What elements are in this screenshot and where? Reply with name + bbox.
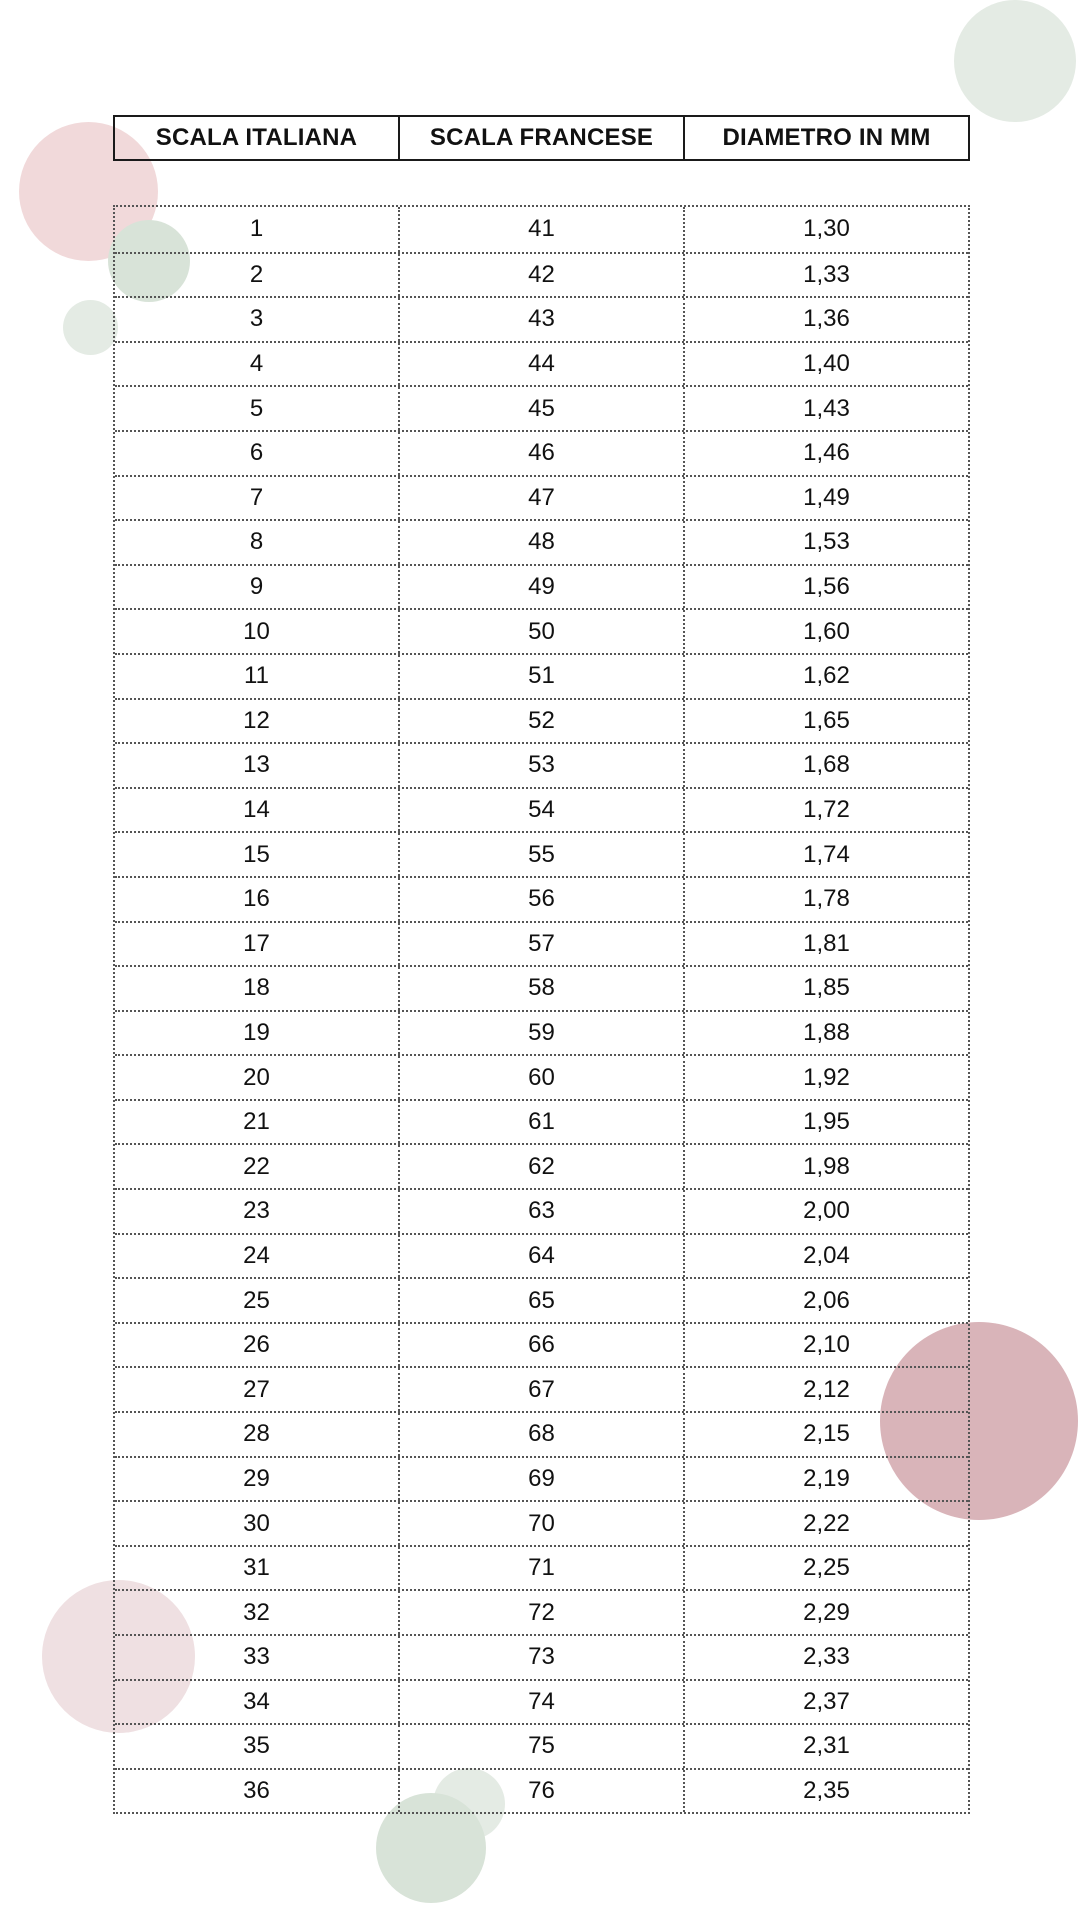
cell-scala-francese: 76 (398, 1770, 683, 1813)
cell-scala-francese: 73 (398, 1636, 683, 1679)
cell-diametro-mm: 1,60 (683, 610, 968, 653)
cell-scala-francese: 52 (398, 700, 683, 743)
cell-scala-francese: 74 (398, 1681, 683, 1724)
header-scala-francese: SCALA FRANCESE (398, 117, 683, 159)
cell-diametro-mm: 1,33 (683, 254, 968, 297)
cell-scala-francese: 45 (398, 387, 683, 430)
cell-scala-italiana: 32 (243, 1598, 270, 1626)
cell-diametro-mm: 1,92 (683, 1056, 968, 1099)
cell-diametro-mm: 2,31 (683, 1725, 968, 1768)
cell-scala-francese: 58 (398, 967, 683, 1010)
cell-scala-italiana: 18 (243, 974, 270, 1002)
cell-diametro-mm: 1,56 (683, 566, 968, 609)
table-row (115, 1233, 968, 1278)
table-row (115, 1188, 968, 1233)
cell-diametro-mm: 1,95 (683, 1101, 968, 1144)
cell-scala-italiana: 7 (249, 483, 264, 511)
cell-scala-italiana: 22 (243, 1152, 270, 1180)
cell-scala-italiana: 19 (243, 1018, 270, 1046)
cell-diametro-mm: 1,40 (683, 343, 968, 386)
cell-scala-francese: 41 (398, 207, 683, 252)
cell-scala-francese: 70 (398, 1502, 683, 1545)
cell-diametro-mm: 1,74 (683, 833, 968, 876)
cell-scala-francese: 49 (398, 566, 683, 609)
table-row (115, 965, 968, 1010)
cell-diametro-mm: 2,00 (683, 1190, 968, 1233)
cell-scala-italiana: 9 (249, 573, 264, 601)
table-row (115, 1411, 968, 1456)
cell-scala-italiana: 6 (249, 439, 264, 467)
cell-scala-italiana: 23 (243, 1197, 270, 1225)
cell-scala-italiana: 12 (243, 706, 270, 734)
cell-scala-francese: 51 (398, 655, 683, 698)
table-row (115, 608, 968, 653)
cell-diametro-mm: 1,43 (683, 387, 968, 430)
cell-scala-italiana: 1 (249, 215, 264, 243)
cell-diametro-mm: 2,37 (683, 1681, 968, 1724)
table-row (115, 831, 968, 876)
cell-scala-francese: 63 (398, 1190, 683, 1233)
cell-scala-italiana: 4 (249, 350, 264, 378)
header-scala-italiana: SCALA ITALIANA (155, 124, 358, 151)
cell-diametro-mm: 2,35 (683, 1770, 968, 1813)
table-row (115, 1634, 968, 1679)
cell-scala-francese: 47 (398, 477, 683, 520)
table-row (115, 1366, 968, 1411)
cell-scala-italiana: 33 (243, 1643, 270, 1671)
cell-diametro-mm: 2,10 (683, 1324, 968, 1367)
cell-scala-francese: 43 (398, 298, 683, 341)
cell-scala-francese: 71 (398, 1547, 683, 1590)
cell-scala-italiana: 10 (243, 617, 270, 645)
cell-scala-francese: 59 (398, 1012, 683, 1055)
cell-diametro-mm: 1,78 (683, 878, 968, 921)
cell-scala-italiana: 31 (243, 1554, 270, 1582)
cell-scala-francese: 57 (398, 923, 683, 966)
table-row (115, 1545, 968, 1590)
table-row (115, 1723, 968, 1768)
cell-diametro-mm: 1,53 (683, 521, 968, 564)
table-row (115, 296, 968, 341)
cell-scala-francese: 54 (398, 789, 683, 832)
cell-scala-francese: 46 (398, 432, 683, 475)
cell-diametro-mm: 2,29 (683, 1591, 968, 1634)
decorative-circle-small-green (63, 300, 118, 355)
table-row (115, 430, 968, 475)
table-row (115, 1500, 968, 1545)
table-row (115, 341, 968, 386)
table-row (115, 519, 968, 564)
cell-diametro-mm: 2,12 (683, 1368, 968, 1411)
table-row (115, 1143, 968, 1188)
cell-diametro-mm: 1,68 (683, 744, 968, 787)
cell-diametro-mm: 2,06 (683, 1279, 968, 1322)
table-row (115, 252, 968, 297)
table-row (115, 1456, 968, 1501)
table-row (115, 876, 968, 921)
cell-diametro-mm: 1,46 (683, 432, 968, 475)
cell-scala-francese: 68 (398, 1413, 683, 1456)
cell-diametro-mm: 1,62 (683, 655, 968, 698)
table-row (115, 698, 968, 743)
cell-scala-italiana: 27 (243, 1375, 270, 1403)
cell-scala-francese: 75 (398, 1725, 683, 1768)
cell-scala-francese: 50 (398, 610, 683, 653)
cell-scala-italiana: 14 (243, 796, 270, 824)
cell-scala-francese: 60 (398, 1056, 683, 1099)
table-row (115, 207, 968, 252)
table-row (115, 1277, 968, 1322)
cell-diametro-mm: 1,65 (683, 700, 968, 743)
cell-scala-italiana: 16 (243, 885, 270, 913)
table-row (115, 1768, 968, 1813)
table-row (115, 742, 968, 787)
cell-scala-francese: 67 (398, 1368, 683, 1411)
table-row (115, 385, 968, 430)
cell-diametro-mm: 2,19 (683, 1458, 968, 1501)
cell-scala-italiana: 30 (243, 1509, 270, 1537)
cell-diametro-mm: 2,25 (683, 1547, 968, 1590)
cell-scala-francese: 48 (398, 521, 683, 564)
table-row (115, 1322, 968, 1367)
cell-scala-francese: 53 (398, 744, 683, 787)
cell-scala-francese: 64 (398, 1235, 683, 1278)
cell-scala-italiana: 29 (243, 1464, 270, 1492)
cell-diametro-mm: 2,15 (683, 1413, 968, 1456)
cell-scala-francese: 42 (398, 254, 683, 297)
cell-scala-italiana: 17 (243, 929, 270, 957)
table-row (115, 787, 968, 832)
cell-diametro-mm: 1,85 (683, 967, 968, 1010)
cell-diametro-mm: 2,04 (683, 1235, 968, 1278)
cell-scala-italiana: 2 (249, 260, 264, 288)
decorative-circle-top-right (954, 0, 1076, 122)
cell-scala-francese: 44 (398, 343, 683, 386)
cell-scala-italiana: 34 (243, 1687, 270, 1715)
cell-scala-francese: 55 (398, 833, 683, 876)
cell-diametro-mm: 1,49 (683, 477, 968, 520)
cell-scala-italiana: 13 (243, 751, 270, 779)
cell-diametro-mm: 1,30 (683, 207, 968, 252)
table-body (113, 205, 970, 1814)
cell-scala-italiana: 20 (243, 1063, 270, 1091)
table-header-row (113, 115, 970, 161)
cell-scala-italiana: 25 (243, 1286, 270, 1314)
cell-scala-francese: 65 (398, 1279, 683, 1322)
cell-scala-italiana: 8 (249, 528, 264, 556)
table-row (115, 1679, 968, 1724)
cell-scala-italiana: 35 (243, 1732, 270, 1760)
cell-scala-italiana: 5 (249, 394, 264, 422)
table-row (115, 921, 968, 966)
cell-scala-italiana: 24 (243, 1241, 270, 1269)
table-row (115, 1010, 968, 1055)
size-conversion-table (113, 115, 970, 1814)
cell-diametro-mm: 1,88 (683, 1012, 968, 1055)
cell-scala-francese: 66 (398, 1324, 683, 1367)
cell-scala-italiana: 21 (243, 1108, 270, 1136)
cell-scala-francese: 62 (398, 1145, 683, 1188)
cell-scala-italiana: 36 (243, 1777, 270, 1805)
table-row (115, 1589, 968, 1634)
cell-scala-italiana: 15 (243, 840, 270, 868)
table-row (115, 1099, 968, 1144)
cell-diametro-mm: 2,22 (683, 1502, 968, 1545)
cell-scala-francese: 72 (398, 1591, 683, 1634)
table-row (115, 564, 968, 609)
cell-scala-francese: 56 (398, 878, 683, 921)
cell-diametro-mm: 1,36 (683, 298, 968, 341)
cell-scala-francese: 69 (398, 1458, 683, 1501)
table-row (115, 475, 968, 520)
cell-diametro-mm: 1,81 (683, 923, 968, 966)
table-row (115, 1054, 968, 1099)
cell-diametro-mm: 1,72 (683, 789, 968, 832)
cell-diametro-mm: 1,98 (683, 1145, 968, 1188)
cell-scala-italiana: 26 (243, 1331, 270, 1359)
cell-scala-italiana: 11 (244, 662, 269, 690)
table-row (115, 653, 968, 698)
header-diametro-mm: DIAMETRO IN MM (683, 117, 968, 159)
cell-scala-italiana: 28 (243, 1420, 270, 1448)
cell-scala-italiana: 3 (249, 305, 264, 333)
cell-scala-francese: 61 (398, 1101, 683, 1144)
cell-diametro-mm: 2,33 (683, 1636, 968, 1679)
